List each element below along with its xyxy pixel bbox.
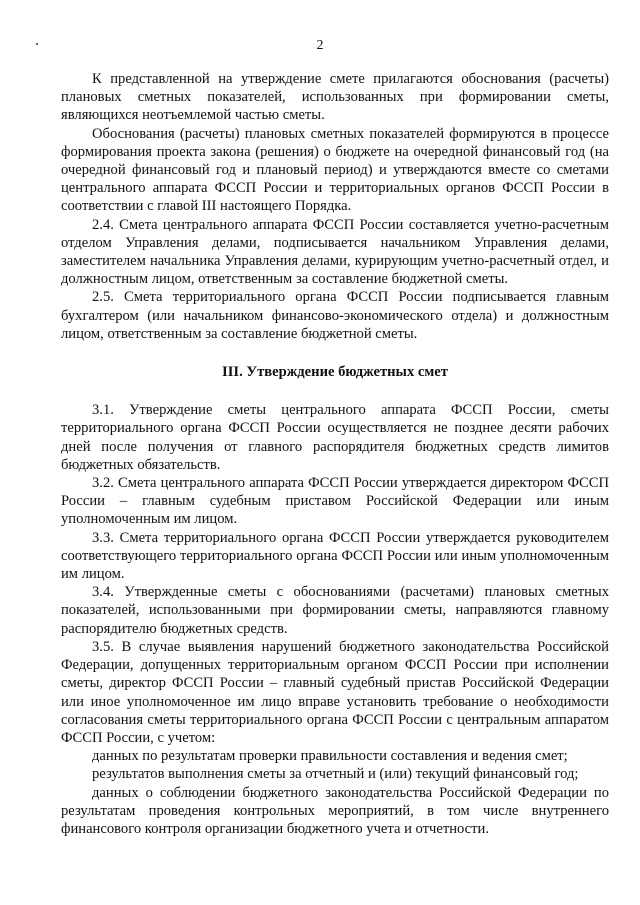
paragraph-3-3: 3.3. Смета территориального органа ФССП России утверждается руководителем соответствующего территориального органа ФССП России или иным уполномоченным им лицом.	[61, 529, 609, 583]
paragraph-3-4: 3.4. Утвержденные сметы с обоснованиями (расчетами) плановых сметных показателей, использованными при формировании сметы, направляются главному распорядителю бюджетных средств.	[61, 584, 609, 637]
paragraph-2-5: 2.5. Смета территориального органа ФССП России подписывается главным бухгалтером (или начальником финансово-экономического отдела) и должностным лицом, ответственным за составление бюджетной сметы.	[61, 289, 609, 342]
page-number: 2	[316, 38, 324, 53]
list-item-check-results: данных по результатам проверки правильности составления и ведения смет;	[92, 748, 568, 765]
paragraph-3-5: 3.5. В случае выявления нарушений бюджетного законодательства Российской Федерации, допущенных территориальным органом ФССП России при исполнении сметы, директор ФССП России – главный судебный пристав Российской Федерации или иное уполномоченное им лицо вправе установить требование о необходимости согласования сметы территориального органа ФССП России с центральным аппаратом ФССП России, с учетом:	[61, 638, 609, 746]
section-heading: III. Утверждение бюджетных смет	[222, 364, 448, 381]
list-item-execution-results: результатов выполнения сметы за отчетный и (или) текущий финансовый год;	[92, 766, 579, 783]
paragraph-3-2: 3.2. Смета центрального аппарата ФССП России утверждается директором ФССП России – главным судебным приставом Российской Федерации или иным уполномоченным им лицом.	[61, 475, 609, 528]
list-item-compliance: данных о соблюдении бюджетного законодательства Российской Федерации по результатам проведения контрольных мероприятий, в том числе внутреннего финансового контроля организации бюджетного учета и отчетности.	[61, 784, 609, 837]
paragraph-attachments: К представленной на утверждение смете прилагаются обоснования (расчеты) плановых сметных показателей, использованных при формировании сметы, являющихся неотъемлемой частью сметы.	[61, 71, 609, 124]
paragraph-justifications: Обоснования (расчеты) плановых сметных показателей формируются в процессе формирования проекта закона (решения) о бюджете на очередной финансовый год (на очередной финансовый год и плановый период) и утверждаются вместе со сметами центрального аппарата ФССП России и территориальных органов ФССП России в соответствии с главой III настоящего Порядка.	[61, 125, 609, 215]
paragraph-2-4: 2.4. Смета центрального аппарата ФССП России составляется учетно-расчетным отделом Управления делами, подписывается начальником Управления делами, заместителем начальника Управления делами, курирующим учетно-расчетный отдел, и должностным лицом, ответственным за составление бюджетной сметы.	[61, 216, 609, 288]
document-body	[61, 70, 609, 838]
paragraph-3-1: 3.1. Утверждение сметы центрального аппарата ФССП России, сметы территориального органа ФССП России осуществляется не позднее десяти рабочих дней после получения от главного распорядителя бюджетных средств лимитов бюджетных обязательств.	[61, 402, 609, 473]
